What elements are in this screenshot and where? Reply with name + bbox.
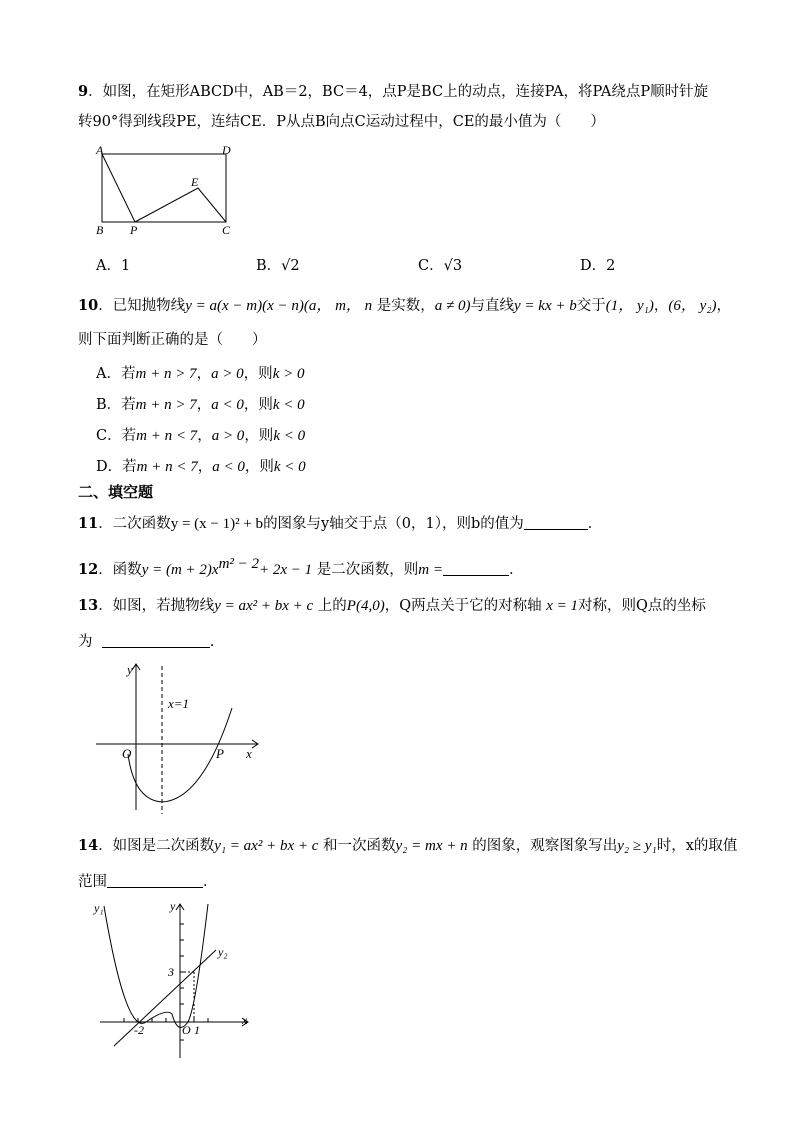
section-heading: 二、填空题	[78, 483, 154, 501]
q13-line1	[78, 596, 706, 616]
q13-end: .	[209, 634, 215, 650]
q10-point1: (1， y₁)	[605, 298, 654, 314]
option-cond: m + n < 7	[136, 459, 198, 475]
q14-quadratic: y₁ = ax² + bx + c	[214, 838, 319, 854]
option-a-sign: a > 0	[211, 366, 244, 382]
q12-post: 是二次函数，则	[316, 561, 419, 578]
option-key: A．	[96, 258, 121, 274]
option-key: B．若	[96, 397, 136, 413]
quadratic-y1-curve	[104, 904, 208, 1027]
label-p: P	[130, 223, 138, 237]
x-label: x	[246, 746, 252, 761]
label-b: B	[96, 223, 104, 237]
axis-label: x=1	[168, 696, 190, 711]
option-value: √3	[443, 258, 463, 274]
q13-answer-blank[interactable]	[102, 633, 210, 648]
q10-mid: 是实数，	[376, 298, 435, 314]
q9-text-1: ．如图，在矩形ABCD中，AB＝2，BC＝4，点P是BC上的动点，连接PA，将PA绕点P顺时针旋	[88, 84, 709, 100]
q12-pre: ．函数	[98, 561, 142, 578]
q10-parabola: y = a(x − m)(x − n)(a， m， n	[185, 298, 373, 314]
q10-cond: a ≠ 0)	[434, 298, 471, 314]
q14-pre: ．如图是二次函数	[98, 838, 215, 854]
q13-line2-text: 为	[78, 634, 93, 650]
label-a: A	[96, 143, 104, 157]
q14-end: ．	[203, 874, 218, 890]
q14-number: 14	[78, 837, 99, 854]
then: ，则	[244, 428, 274, 444]
q14-post2: 时，x的取值	[656, 838, 738, 854]
option-key: C．若	[96, 428, 137, 444]
label-d: D	[222, 143, 231, 157]
y2-label: y₂	[218, 945, 228, 959]
option-concl: k < 0	[273, 459, 306, 475]
comma: ，	[196, 397, 212, 413]
option-key: A．若	[96, 366, 136, 382]
q14-line1	[78, 836, 737, 856]
segment-pa	[102, 154, 135, 222]
q14-mid: 和一次函数	[323, 838, 396, 854]
option-key: D．	[580, 258, 607, 274]
q9-line1	[78, 82, 708, 102]
q13-mid2: ，Q两点关于它的对称轴	[384, 598, 542, 614]
p-label: P	[216, 746, 224, 761]
q14-cond: y₂ ≥ y₁	[617, 838, 657, 854]
q11-post: 的图象与y轴交于点（0，1），则b的值为	[263, 516, 524, 532]
q10-pre: ．已知抛物线	[98, 298, 186, 314]
q14-function-graph	[88, 896, 260, 1064]
q10-number: 10	[78, 297, 99, 314]
q14-answer-blank[interactable]	[107, 873, 203, 888]
y-label: y	[127, 662, 133, 677]
q10-mid2: 与直线	[470, 298, 515, 314]
q13-parabola-graph	[92, 660, 264, 816]
q13-post: 对称，则Q点的坐标	[577, 598, 706, 614]
x-label: x	[242, 1013, 248, 1027]
q11-pre: ．二次函数	[98, 516, 171, 532]
option-a-sign: a > 0	[211, 428, 245, 444]
q14-post: 的图象，观察图象写出	[472, 838, 618, 854]
q10-option-b[interactable]	[96, 393, 305, 414]
q12-exponent: m² − 2	[218, 556, 260, 572]
q10-sep: ，	[653, 298, 669, 314]
q14-line2	[78, 872, 218, 892]
option-value: √2	[281, 258, 300, 274]
q11-formula: y = (x − 1)² + b	[170, 516, 264, 532]
q13-line2	[78, 632, 214, 652]
comma: ，	[197, 459, 213, 475]
q12-line	[78, 554, 524, 580]
q11-number: 11	[78, 515, 99, 532]
q13-point: P(4,0)	[346, 598, 385, 614]
option-cond: m + n > 7	[135, 397, 197, 413]
q9-number: 9	[78, 83, 89, 100]
q9-option-b[interactable]	[256, 254, 300, 275]
option-key: D．若	[96, 459, 137, 475]
option-value: 2	[606, 258, 616, 274]
option-a-sign: a < 0	[211, 397, 244, 413]
q9-rectangle-figure	[90, 142, 250, 238]
comma: ，	[196, 366, 212, 382]
q9-option-c[interactable]	[418, 254, 462, 275]
q10-option-a[interactable]	[96, 362, 304, 383]
q12-number: 12	[78, 560, 99, 578]
option-key: C．	[418, 258, 444, 274]
origin-label: O	[182, 1023, 191, 1037]
rectangle-abcd	[102, 154, 226, 222]
option-concl: k < 0	[272, 397, 305, 413]
linear-y2-line	[114, 950, 216, 1046]
q13-formula: y = ax² + bx + c	[214, 598, 314, 614]
q10-line1	[78, 296, 731, 316]
q13-number: 13	[78, 597, 99, 614]
option-a-sign: a < 0	[212, 459, 245, 475]
q10-line-eq: y = kx + b	[514, 298, 577, 314]
q9-option-d[interactable]	[580, 254, 615, 275]
q13-mid: 上的	[317, 598, 347, 614]
option-value: 1	[120, 258, 131, 274]
q12-formula: y = (m + 2)x	[141, 561, 219, 578]
then: ，则	[243, 366, 273, 382]
q12-answer-blank[interactable]	[443, 561, 509, 576]
origin-label: O	[122, 746, 132, 761]
minus2-label: -2	[134, 1023, 144, 1037]
q9-option-a[interactable]	[96, 254, 130, 275]
q13-pre: ．如图，若抛物线	[98, 598, 215, 614]
q10-option-d[interactable]	[96, 455, 306, 476]
q10-option-c[interactable]	[96, 424, 305, 445]
then: ，则	[243, 397, 273, 413]
q10-point2: (6， y₂)	[668, 298, 717, 314]
label-e: E	[191, 175, 199, 189]
y-label: y	[170, 899, 176, 913]
three-label: 3	[168, 965, 174, 979]
q13-axis: x = 1	[546, 598, 578, 614]
q11-answer-blank[interactable]	[524, 515, 588, 530]
option-concl: k > 0	[272, 366, 305, 382]
one-label: 1	[194, 1023, 200, 1037]
comma: ，	[197, 428, 212, 444]
then: ，则	[244, 459, 274, 475]
q10-end: ，	[716, 298, 731, 314]
q12-formula2: + 2x − 1	[259, 561, 313, 578]
q14-linear: y₂ = mx + n	[395, 838, 468, 854]
q10-line2: 则下面判断正确的是（ ）	[78, 332, 267, 348]
q14-line2-text: 范围	[78, 874, 107, 890]
q9-line2: 转90°得到线段PE，连结CE．P从点B向点C运动过程中，CE的最小值为（ ）	[78, 114, 605, 130]
option-cond: m + n < 7	[136, 428, 198, 444]
q12-end: ．	[509, 561, 524, 578]
option-key: B．	[256, 258, 282, 274]
y1-label: y₁	[94, 901, 104, 915]
q12-var: m =	[418, 561, 444, 578]
q10-mid3: 交于	[576, 298, 606, 314]
label-c: C	[222, 223, 231, 237]
q11-end: ．	[587, 516, 603, 532]
segment-pe-ec	[135, 188, 226, 222]
option-concl: k < 0	[273, 428, 306, 444]
q11-line	[78, 514, 602, 534]
option-cond: m + n > 7	[135, 366, 197, 382]
